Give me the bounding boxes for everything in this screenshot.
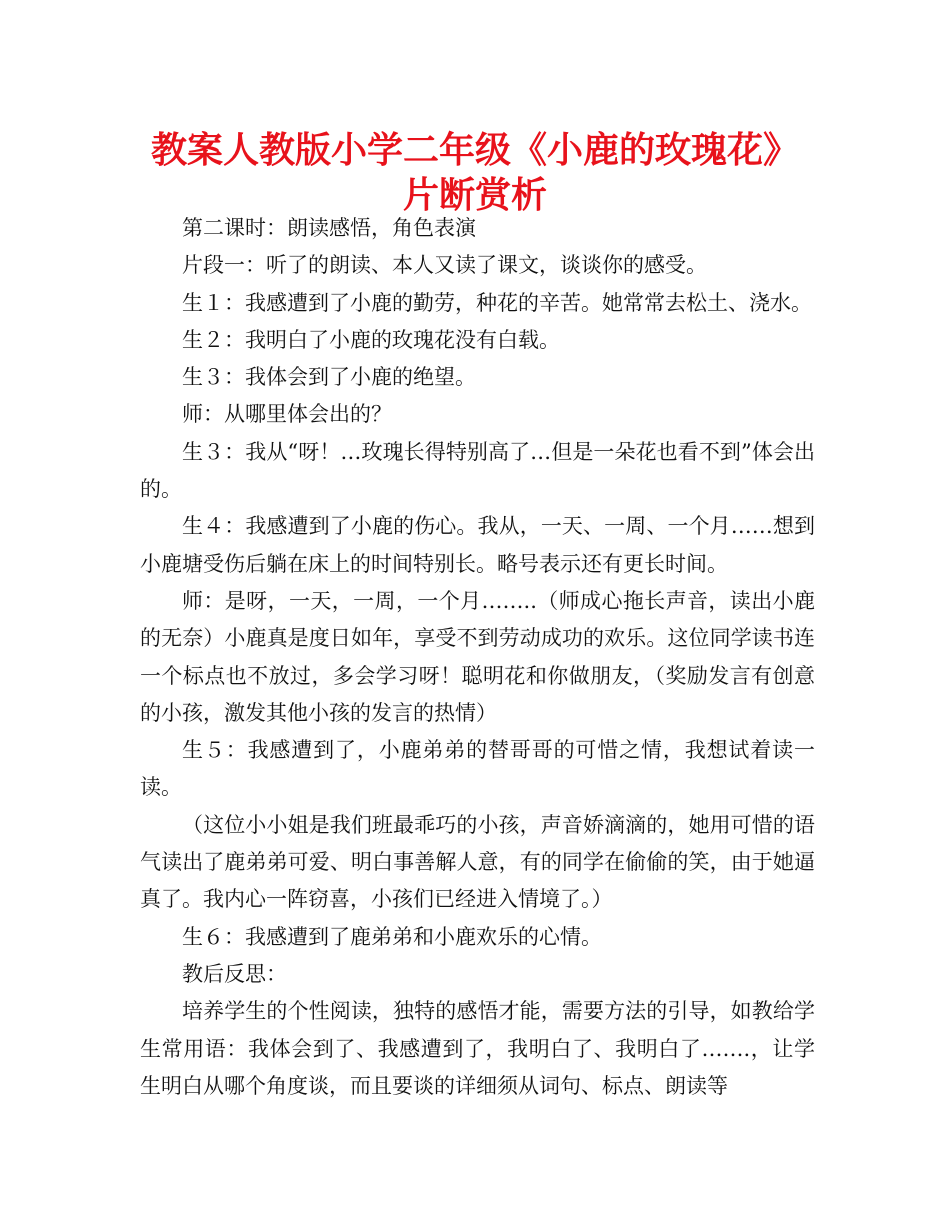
paragraph: （这位小小姐是我们班最乖巧的小孩，声音娇滴滴的，她用可惜的语气读出了鹿弟弟可爱、明白事善解人意，有的同学在偷偷的笑，由于她逼真了。我内心一阵窃喜，小孩们已经进入情境了。） [140,812,815,912]
paragraph: 师：从哪里体会出的？ [182,402,392,427]
paragraph: 教后反思： [182,961,287,986]
paragraph: 生５：我感遭到了，小鹿弟弟的替哥哥的可惜之情，我想试着读一读。 [140,738,815,800]
paragraph: 培养学生的个性阅读，独特的感悟才能，需要方法的引导，如教给学生常用语：我体会到了、我感遭到了，我明白了、我明白了…….，让学生明白从哪个角度谈，而且要谈的详细须从词句、标点、朗读等 [140,999,815,1098]
document-title-line-2: 片断赏析 [402,175,547,216]
paragraph: 生３：我体会到了小鹿的绝望。 [182,365,476,390]
paragraph: 生４：我感遭到了小鹿的伤心。我从，一天、一周、一个月……想到小鹿塘受伤后躺在床上的时间特别长。略号表示还有更长时间。 [140,514,815,576]
document-title-line-1: 教案人教版小学二年级《小鹿的玫瑰花》 [150,130,799,171]
paragraph: 生３：我从“呀！…玫瑰长得特别高了…但是一朵花也看不到”体会出的。 [140,439,815,502]
paragraph: 生６：我感遭到了鹿弟弟和小鹿欢乐的心情。 [182,924,602,949]
document-body [140,210,815,1105]
paragraph: 片段一：听了的朗读、本人又读了课文，谈谈你的感受。 [182,253,707,278]
paragraph: 生２：我明白了小鹿的玫瑰花没有白载。 [182,327,560,352]
paragraph: 第二课时：朗读感悟，角色表演 [182,216,476,240]
paragraph: 生１：我感遭到了小鹿的勤劳，种花的辛苦。她常常去松土、浇水。 [182,290,812,315]
paragraph: 师：是呀，一天，一周，一个月……..（师成心拖长声音，读出小鹿的无奈）小鹿真是度日如年，享受不到劳动成功的欢乐。这位同学读书连一个标点也不放过，多会学习呀！聪明花和你做朋友，（奖励发言有创意的小孩，激发其他小孩的发言的热情） [140,588,815,725]
